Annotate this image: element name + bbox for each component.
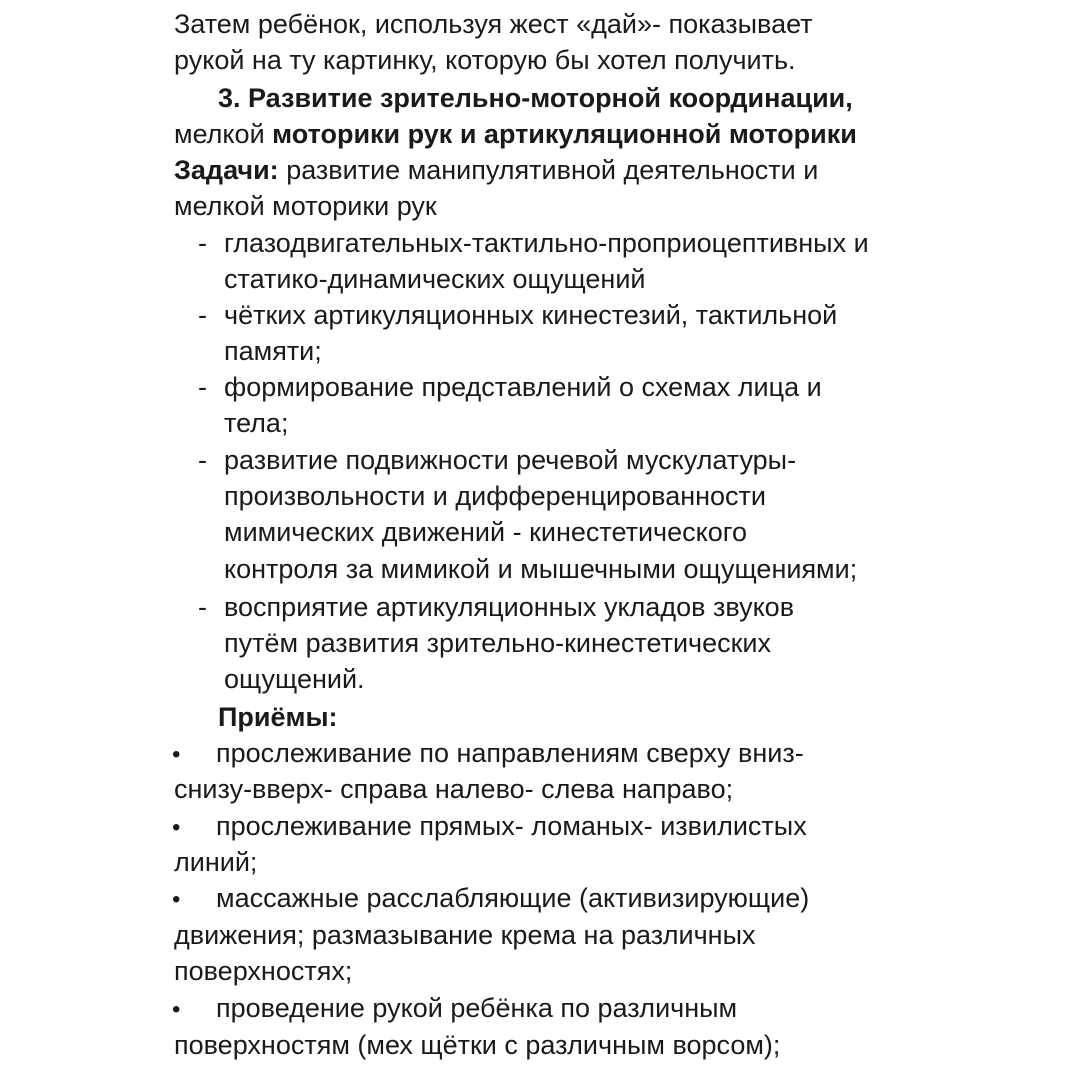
dash-item [198, 442, 796, 478]
bullet-item [172, 880, 809, 918]
intro-line-2: рукой на ту картинку, которую бы хотел получить. [174, 45, 796, 75]
bullet-marker: • [172, 886, 181, 913]
bullet-item-cont: поверхностях; [174, 956, 353, 986]
dash-item-text: глазодвигательных-тактильно-проприоцептивных и [224, 228, 869, 258]
bullet-marker: • [172, 741, 181, 768]
tasks-text: развитие манипулятивной деятельности и [278, 155, 819, 185]
dash-item-text: формирование представлений о схемах лица и [224, 372, 822, 402]
dash-item-cont: статико-динамических ощущений [224, 264, 646, 294]
dash-item-text: развитие подвижности речевой мускулатуры- [224, 445, 797, 475]
dash-item [198, 369, 822, 405]
dash-marker: - [198, 445, 207, 475]
bullet-item-cont: движения; размазывание крема на различных [174, 920, 756, 950]
dash-item-cont: ощущений. [224, 664, 365, 694]
dash-marker: - [198, 300, 207, 330]
section-title-bold: моторики рук и артикуляционной моторики [272, 119, 857, 149]
dash-item-cont: памяти; [224, 336, 322, 366]
methods-heading: Приёмы: [218, 702, 338, 732]
tasks-line-2: мелкой моторики рук [174, 191, 437, 221]
bullet-item-text: прослеживание прямых- ломаных- извилистых [216, 811, 807, 841]
tasks-line-1 [174, 152, 818, 188]
section-title-line-1: 3. Развитие зрительно-моторной координации, [218, 83, 853, 113]
dash-item-cont: тела; [224, 408, 289, 438]
bullet-item-cont: поверхностям (мех щётки с различным ворсом); [174, 1030, 781, 1060]
bullet-item-text: прослеживание по направлениям сверху вниз- [216, 738, 804, 768]
bullet-marker: • [172, 814, 181, 841]
dash-marker: - [198, 228, 207, 258]
dash-item [198, 589, 794, 625]
dash-item [198, 225, 869, 261]
dash-item [198, 297, 837, 333]
bullet-item-cont: снизу-вверх- справа налево- слева направо; [174, 774, 734, 804]
dash-item-cont: контроля за мимикой и мышечными ощущениями; [224, 554, 858, 584]
dash-item-cont: мимических движений - кинестетического [224, 517, 748, 547]
section-title-plain: мелкой [174, 119, 273, 149]
intro-line-1: Затем ребёнок, используя жест «дай»- показывает [174, 9, 813, 39]
bullet-item [172, 990, 737, 1028]
bullet-marker: • [172, 996, 181, 1023]
tasks-label: Задачи: [174, 155, 279, 185]
dash-marker: - [198, 592, 207, 622]
dash-item-cont: произвольности и дифференцированности [224, 481, 767, 511]
dash-item-cont: путём развития зрительно-кинестетических [224, 628, 772, 658]
dash-item-text: чётких артикуляционных кинестезий, тактильной [224, 300, 838, 330]
bullet-item-cont: линий; [174, 847, 258, 877]
bullet-item [172, 808, 807, 846]
bullet-item-text: массажные расслабляющие (активизирующие) [216, 883, 810, 913]
section-title-line-2 [174, 116, 857, 152]
bullet-item-text: проведение рукой ребёнка по различным [216, 993, 738, 1023]
bullet-item [172, 735, 804, 773]
dash-item-text: восприятие артикуляционных укладов звуков [224, 592, 795, 622]
dash-marker: - [198, 372, 207, 402]
